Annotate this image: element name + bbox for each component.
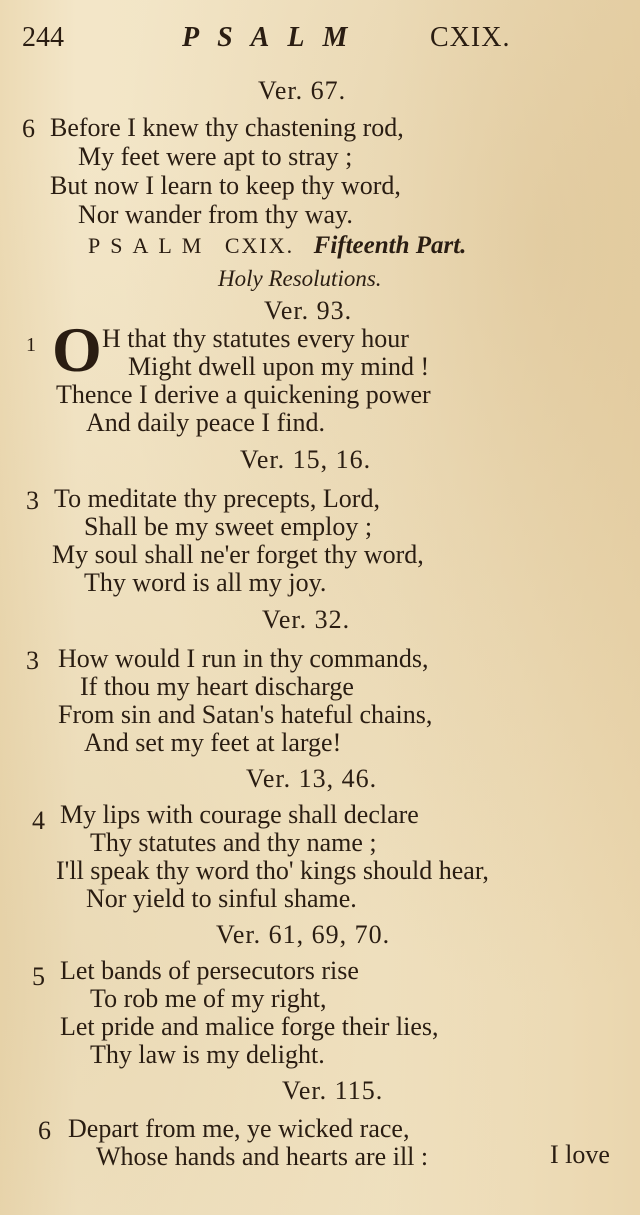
catchword: I love — [550, 1140, 610, 1169]
stanza-number: 6 — [38, 1116, 51, 1145]
part-title-number: CXIX. — [224, 233, 295, 258]
part-title — [88, 232, 466, 260]
stanza-number: 3 — [26, 486, 39, 515]
verse-line: Depart from me, ye wicked race, — [68, 1114, 410, 1143]
verse-heading: Ver. 15, 16. — [240, 445, 372, 474]
verse-line: And set my feet at large! — [84, 728, 342, 757]
part-title-part: Fifteenth Part. — [313, 232, 467, 259]
verse-heading: Ver. 93. — [264, 296, 353, 325]
drop-cap: O — [52, 314, 102, 385]
stanza-number: 4 — [32, 806, 45, 835]
part-subtitle: Holy Resolutions. — [218, 266, 382, 291]
verse-line: Thy word is all my joy. — [84, 568, 327, 597]
stanza-number: 1 — [26, 334, 36, 356]
verse-line: Thence I derive a quickening power — [56, 380, 431, 409]
verse-line: To meditate thy precepts, Lord, — [54, 484, 380, 513]
running-psalm-number: CXIX. — [430, 22, 511, 53]
verse-line: Whose hands and hearts are ill : — [96, 1142, 429, 1171]
verse-line: My feet were apt to stray ; — [78, 142, 353, 171]
verse-line: From sin and Satan's hateful chains, — [58, 700, 433, 729]
running-title: PSALM — [182, 22, 366, 53]
verse-line: Nor wander from thy way. — [78, 200, 353, 229]
verse-line: My soul shall ne'er forget thy word, — [52, 540, 424, 569]
verse-line: Shall be my sweet employ ; — [84, 512, 373, 541]
verse-line: Let bands of persecutors rise — [60, 956, 359, 985]
verse-heading: Ver. 115. — [282, 1076, 384, 1105]
verse-heading: Ver. 13, 46. — [246, 764, 378, 793]
part-title-psalm: PSALM — [88, 233, 212, 258]
verse-line: Let pride and malice forge their lies, — [60, 1012, 439, 1041]
verse-line: Thy law is my delight. — [90, 1040, 325, 1069]
verse-heading: Ver. 67. — [258, 76, 347, 105]
running-header — [22, 22, 622, 56]
page-number: 244 — [22, 22, 64, 53]
verse-line: My lips with courage shall declare — [60, 800, 419, 829]
stanza-number: 6 — [22, 114, 35, 143]
verse-line: Nor yield to sinful shame. — [86, 884, 357, 913]
verse-line: H that thy statutes every hour — [102, 324, 409, 353]
verse-line: I'll speak thy word tho' kings should hear, — [56, 856, 489, 885]
stanza-number: 5 — [32, 962, 45, 991]
verse-line: Might dwell upon my mind ! — [128, 352, 430, 381]
verse-line: But now I learn to keep thy word, — [50, 171, 401, 200]
verse-line: Thy statutes and thy name ; — [90, 828, 377, 857]
verse-line: And daily peace I find. — [86, 408, 325, 437]
stanza-number: 3 — [26, 646, 39, 675]
verse-line: How would I run in thy commands, — [58, 644, 429, 673]
verse-heading: Ver. 32. — [262, 605, 351, 634]
verse-line: To rob me of my right, — [90, 984, 327, 1013]
verse-heading: Ver. 61, 69, 70. — [216, 920, 391, 949]
verse-line: Before I knew thy chastening rod, — [50, 113, 404, 142]
verse-line: If thou my heart discharge — [80, 672, 354, 701]
